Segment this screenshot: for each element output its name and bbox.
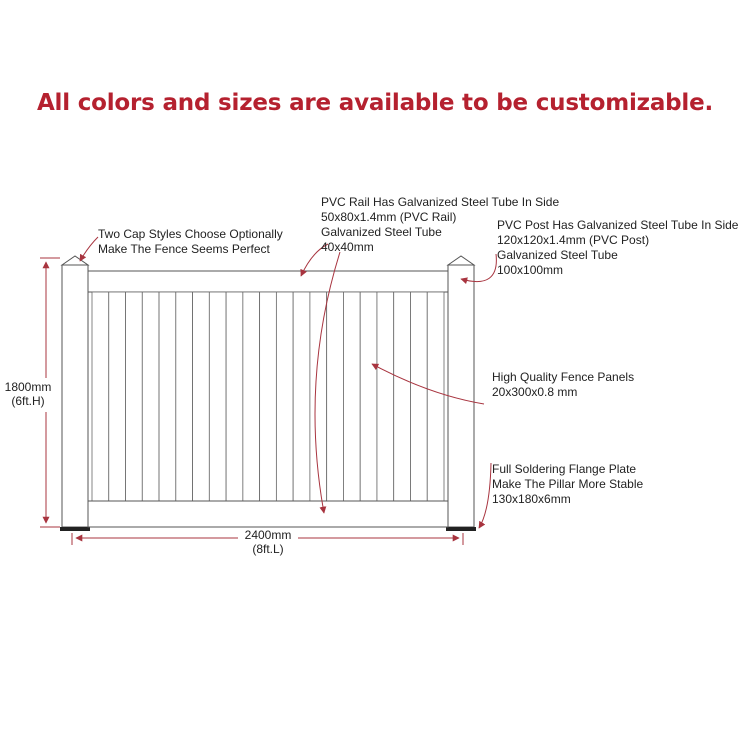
fence-picket [243,292,260,501]
fence-picket [226,292,243,501]
left-post [60,256,90,531]
left-post-cap [62,256,88,265]
height-label [4,380,52,408]
flange-annotation [492,462,643,507]
post-annotation-line4: 100x100mm [497,263,564,277]
fence-picket [126,292,143,501]
right-post [446,256,476,531]
fence-picket [377,292,394,501]
fence-picket [427,292,444,501]
bottom-rail [88,501,448,527]
left-flange-plate [60,527,90,531]
fence-picket [276,292,293,501]
width-ft-label: (8ft.L) [252,542,284,556]
cap-annotation-line1: Two Cap Styles Choose Optionally [98,227,283,241]
fence-picket [293,292,310,501]
rail-annotation-line4: 40x40mm [321,240,374,254]
cap-leader-line [80,237,98,261]
fence-picket [193,292,210,501]
rail-annotation-line3: Galvanized Steel Tube [321,225,442,239]
post-annotation-line3: Galvanized Steel Tube [497,248,618,262]
rail-annotation-line1: PVC Rail Has Galvanized Steel Tube In Side [321,195,560,209]
height-ft-label: (6ft.H) [11,394,45,408]
cap-annotation [98,227,283,257]
headline: All colors and sizes are available to be customizable. [36,90,714,116]
panel-annotation-line1: High Quality Fence Panels [492,370,635,384]
height-mm-label: 1800mm [4,380,52,394]
post-annotation-line1: PVC Post Has Galvanized Steel Tube In Side [497,218,739,232]
fence-picket [109,292,126,501]
post-annotation [497,218,738,278]
fence-panels [92,292,444,501]
width-label [238,528,298,556]
fence-picket [327,292,344,501]
width-mm-label: 2400mm [244,528,292,542]
fence-picket [360,292,377,501]
fence-picket [343,292,360,501]
fence-picket [209,292,226,501]
flange-annotation-line3: 130x180x6mm [492,492,571,506]
fence-picket [142,292,159,501]
fence-picket [159,292,176,501]
panel-annotation-line2: 20x300x0.8 mm [492,385,578,399]
top-rail [88,271,448,292]
fence-picket [260,292,277,501]
flange-annotation-line1: Full Soldering Flange Plate [492,462,637,476]
fence-picket [92,292,109,501]
rail-annotation-line2: 50x80x1.4mm (PVC Rail) [321,210,457,224]
post-annotation-line2: 120x120x1.4mm (PVC Post) [497,233,650,247]
right-post-cap [448,256,474,265]
fence-picket [176,292,193,501]
panel-annotation [492,370,634,400]
fence-picket [394,292,411,501]
right-flange-plate [446,527,476,531]
fence-picket [410,292,427,501]
cap-annotation-line2: Make The Fence Seems Perfect [98,242,270,256]
flange-leader-line [479,463,491,528]
flange-annotation-line2: Make The Pillar More Stable [492,477,644,491]
